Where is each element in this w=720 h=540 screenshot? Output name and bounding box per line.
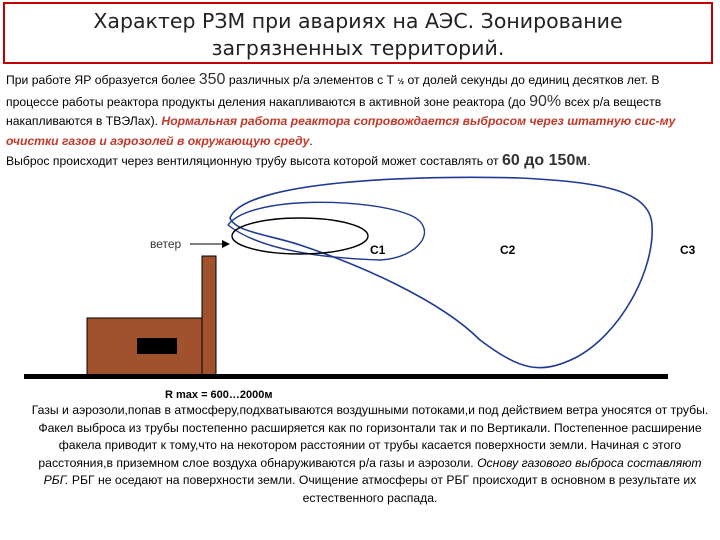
intro-height-range: 60 до 150м (502, 152, 588, 169)
intro-text-5: . (309, 133, 313, 148)
concentration-label-c2: С2 (500, 243, 516, 257)
intro-text-7: . (587, 154, 591, 168)
ground-line (24, 374, 668, 379)
outer-plume-contour (230, 177, 652, 367)
slide-title (5, 8, 711, 62)
title-line-2: загрязненных территорий. (211, 36, 505, 60)
title-line-1: Характер РЗМ при авариях на АЭС. Зонирование (93, 9, 623, 33)
bottom-text-2: РБГ не оседают на поверхности земли. Очищение атмосферы от РБГ происходит в основном в результате их естественного распада. (68, 473, 697, 505)
wind-label: ветер (150, 237, 182, 251)
intro-text-1: При работе ЯР образуется более (6, 73, 199, 87)
half-life-subscript: ½ (397, 77, 405, 86)
intro-text-3: от долей секунды до единиц десятков лет. В процессе работы реактора продукты деления накапливаются в активной зоне реактора (до (6, 73, 660, 109)
intro-number-350: 350 (198, 71, 226, 88)
bottom-paragraph (30, 402, 710, 508)
intro-text-4: всех р/а веществ накапливаются в ТВЭЛах). (6, 94, 662, 128)
middle-plume-contour (228, 202, 424, 260)
plume-diagram (0, 170, 720, 390)
concentration-label-c3: С3 (680, 243, 696, 257)
intro-highlight: Нормальная работа реактора сопровождается выбросом через штатную сис-му очистки газов и аэрозолей в окружающую среду (6, 114, 676, 148)
intro-paragraph (6, 70, 714, 172)
wind-arrow-head (222, 240, 230, 248)
rmax-label: R max = 600…2000м (165, 389, 273, 401)
concentration-label-c1: С1 (370, 243, 386, 257)
building-door (137, 338, 177, 354)
intro-percent: 90% (529, 92, 562, 110)
intro-text-2: различных р/а элементов с Т (225, 73, 398, 87)
bottom-text-1: Газы и аэрозоли,попав в атмосферу,подхватываются воздушными потоками,и под действием ветра уносятся от трубы. Факел выброса из трубы постепенно расширяется как по горизонтали так и по Вертикали. Постепенное расширение факела приводит к тому,что на некотором расстоянии от трубы касается поверхности земли. Начиная с этого расстояния,в приземном слое воздуха обнаруживаются р/а газы и аэрозоли. (31, 403, 709, 470)
title-box (3, 2, 713, 64)
chimney (202, 256, 216, 378)
bottom-italic: Основу газового выброса составляют РБГ. (43, 455, 702, 488)
intro-text-6: Выброс происходит через вентиляционную трубу высота которой может составлять от (6, 154, 503, 168)
inner-plume-ellipse (232, 218, 368, 254)
plume-diagram-svg (0, 170, 720, 390)
